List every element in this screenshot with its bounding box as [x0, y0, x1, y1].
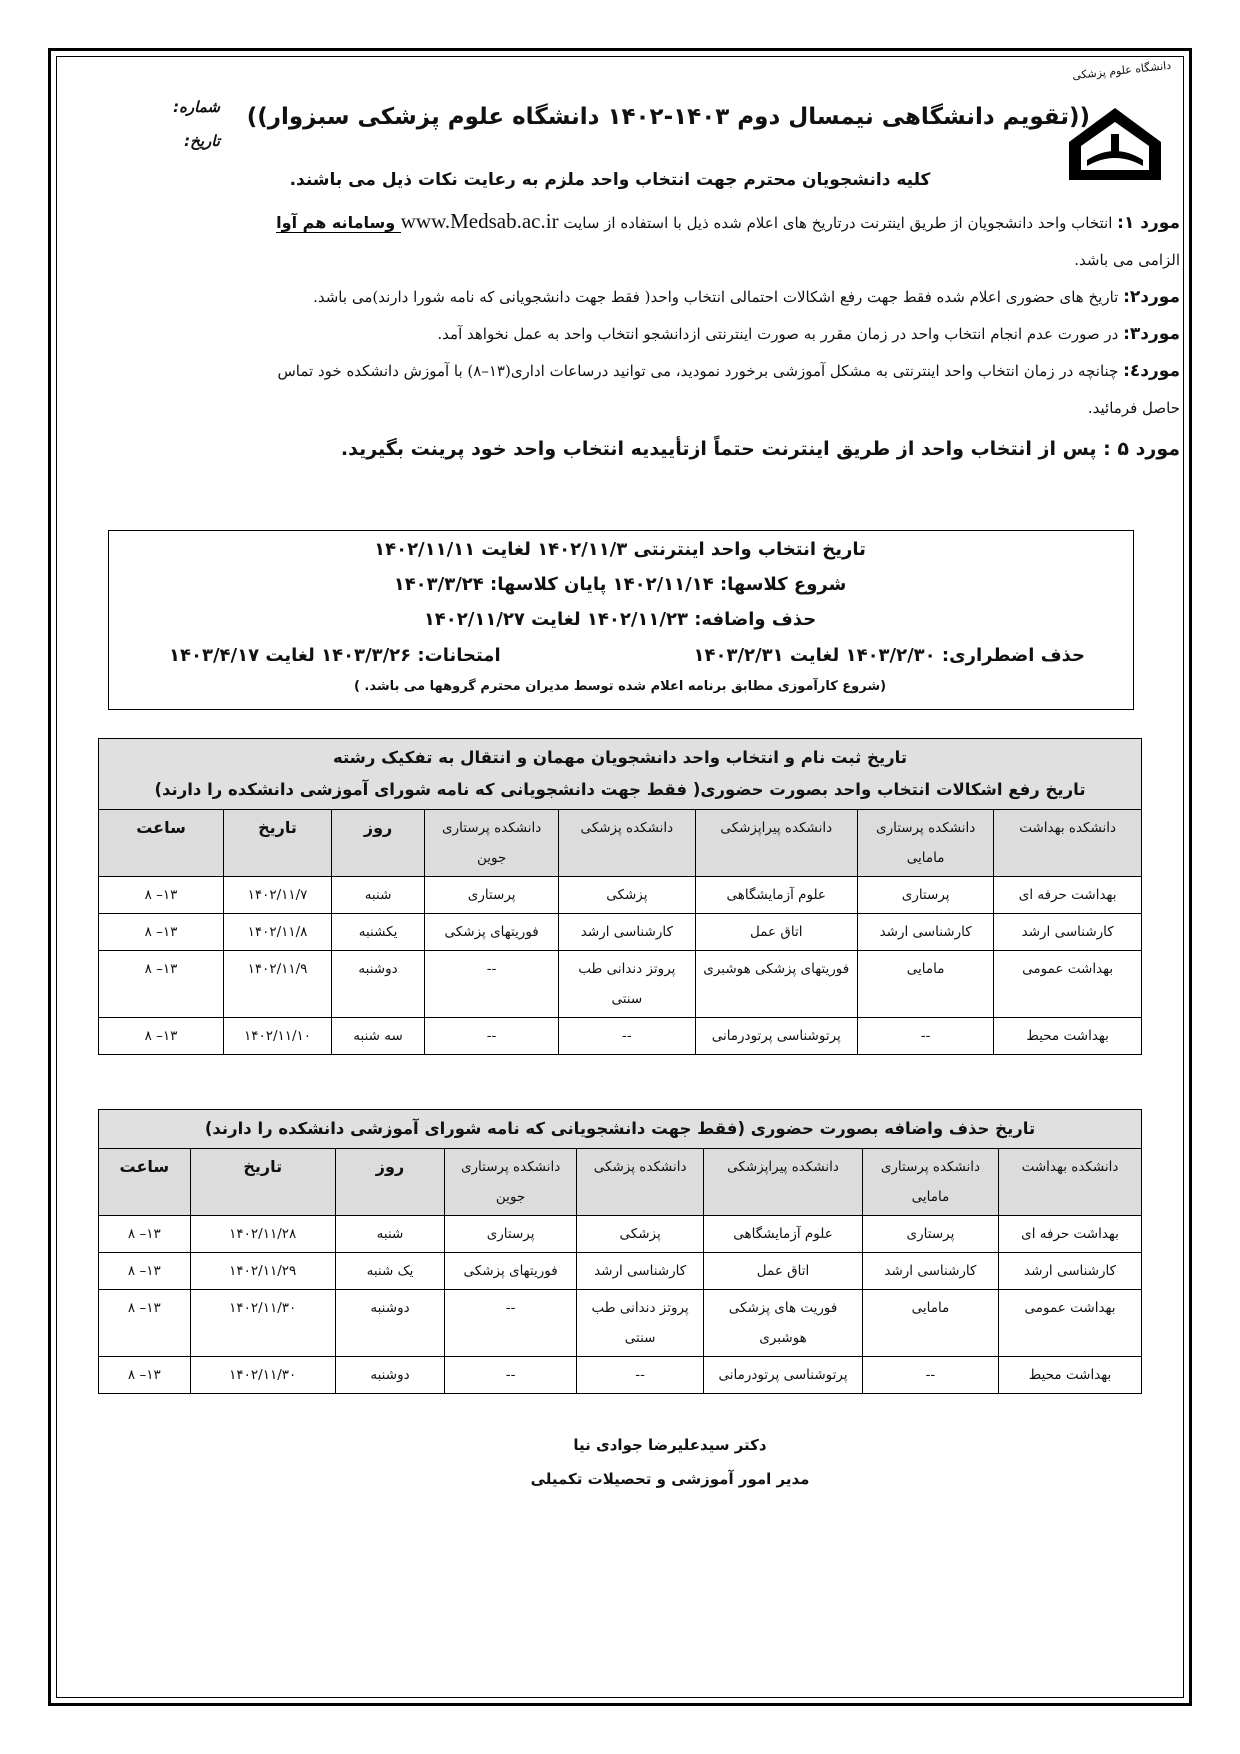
note-3 — [120, 316, 1180, 353]
table-cell: -- — [857, 1018, 993, 1055]
table-cell: دوشنبه — [335, 1290, 444, 1357]
table1-caption — [99, 739, 1142, 810]
table-cell: -- — [445, 1357, 577, 1394]
table-cell: یک شنبه — [335, 1253, 444, 1290]
column-header: دانشکده پرستاری جوین — [425, 810, 559, 877]
notes-section — [120, 203, 1180, 468]
table-row — [99, 951, 1142, 1018]
table-cell: ۱۳– ۸ — [99, 1290, 191, 1357]
add-drop-table — [98, 1109, 1142, 1394]
page-subtitle: کلیه دانشجویان محترم جهت انتخاب واحد ملزم به رعایت نکات ذیل می باشند. — [289, 170, 931, 190]
table-cell: علوم آزمایشگاهی — [704, 1216, 863, 1253]
exam-dates: امتحانات: ۱۴۰۳/۳/۲۶ لغایت ۱۴۰۳/۴/۱۷ — [169, 645, 501, 666]
table-row — [99, 1018, 1142, 1055]
note-4 — [120, 353, 1180, 390]
table-cell: فوریتهای پزشکی — [445, 1253, 577, 1290]
table-cell: -- — [576, 1357, 703, 1394]
signature-block — [360, 1428, 980, 1496]
table-cell: کارشناسی ارشد — [862, 1253, 998, 1290]
table-row — [99, 1253, 1142, 1290]
column-header: ساعت — [99, 810, 224, 877]
table-cell: پرستاری — [425, 877, 559, 914]
note-1 — [120, 203, 1180, 242]
table-cell: فوریتهای پزشکی هوشبری — [695, 951, 857, 1018]
table-cell: ۱۳– ۸ — [99, 877, 224, 914]
class-dates: شروع کلاسها: ۱۴۰۲/۱۱/۱۴ پایان کلاسها: ۱۴۰۳/۳/۲۴ — [393, 574, 847, 595]
table-cell: فوریتهای پزشکی — [425, 914, 559, 951]
table-cell: مامایی — [862, 1290, 998, 1357]
table-cell: ۱۴۰۲/۱۱/۷ — [224, 877, 332, 914]
table-cell: پروتز دندانی طب سنتی — [576, 1290, 703, 1357]
table-cell: پرستاری — [862, 1216, 998, 1253]
add-drop-dates: حذف واضافه: ۱۴۰۲/۱۱/۲۳ لغایت ۱۴۰۲/۱۱/۲۷ — [423, 609, 817, 630]
table-cell: اتاق عمل — [695, 914, 857, 951]
table-cell: ۱۴۰۲/۱۱/۹ — [224, 951, 332, 1018]
note-2-text: تاریخ های حضوری اعلام شده فقط جهت رفع اشکالات احتمالی انتخاب واحد( فقط جهت دانشجویانی که نامه شورا دارند)می باشد. — [313, 288, 1124, 306]
note-3-label: مورد۳: — [1123, 324, 1180, 344]
university-logo-icon — [1065, 80, 1165, 190]
table-cell: بهداشت محیط — [994, 1018, 1142, 1055]
column-header: دانشکده پرستاری مامایی — [857, 810, 993, 877]
table-cell: کارشناسی ارشد — [857, 914, 993, 951]
table2-caption: تاریخ حذف واضافه بصورت حضوری (فقط جهت دانشجویانی که نامه شورای آموزشی دانشکده را دارند) — [99, 1110, 1142, 1149]
table-cell: پروتز دندانی طب سنتی — [559, 951, 695, 1018]
column-header: دانشکده بهداشت — [994, 810, 1142, 877]
note-2-label: مورد۲: — [1123, 287, 1180, 307]
number-date-labels — [160, 90, 220, 158]
table-cell: علوم آزمایشگاهی — [695, 877, 857, 914]
table1-header-row — [99, 810, 1142, 877]
table-cell: پزشکی — [576, 1216, 703, 1253]
column-header: ساعت — [99, 1149, 191, 1216]
table-row — [99, 1357, 1142, 1394]
table-cell: ۱۴۰۲/۱۱/۳۰ — [190, 1290, 335, 1357]
column-header: تاریخ — [190, 1149, 335, 1216]
table-cell: کارشناسی ارشد — [576, 1253, 703, 1290]
table-cell: سه شنبه — [331, 1018, 424, 1055]
table-cell: ۱۴۰۲/۱۱/۲۸ — [190, 1216, 335, 1253]
table-cell: فوریت های پزشکی هوشبری — [704, 1290, 863, 1357]
table-cell: ۱۳– ۸ — [99, 1253, 191, 1290]
table-cell: ۱۳– ۸ — [99, 1216, 191, 1253]
table-cell: بهداشت حرفه ای — [994, 877, 1142, 914]
number-label: شماره: — [173, 98, 220, 116]
table-row — [99, 914, 1142, 951]
online-registration-dates: تاریخ انتخاب واحد اینترنتی ۱۴۰۲/۱۱/۳ لغایت ۱۴۰۲/۱۱/۱۱ — [374, 539, 866, 560]
note-1-text: انتخاب واحد دانشجویان از طریق اینترنت درتاریخ های اعلام شده ذیل با استفاده از سایت — [558, 214, 1118, 232]
table-cell: ۱۴۰۲/۱۱/۱۰ — [224, 1018, 332, 1055]
table-cell: پرستاری — [445, 1216, 577, 1253]
table-cell: -- — [559, 1018, 695, 1055]
table2-header-row — [99, 1149, 1142, 1216]
table1-title-1: تاریخ ثبت نام و انتخاب واحد دانشجویان مهمان و انتقال به تفکیک رشته — [332, 748, 908, 767]
table-cell: ۱۳– ۸ — [99, 914, 224, 951]
table-cell: ۱۴۰۲/۱۱/۸ — [224, 914, 332, 951]
note-2 — [120, 279, 1180, 316]
website-link[interactable]: www.Medsab.ac.ir — [400, 209, 559, 233]
signatory-position: مدیر امور آموزشی و تحصیلات تکمیلی — [530, 1470, 810, 1488]
table-cell: یکشنبه — [331, 914, 424, 951]
table-cell: بهداشت عمومی — [999, 1290, 1142, 1357]
hamava-system: وسامانه هم آوا — [276, 213, 401, 232]
note-1-continued: الزامی می باشد. — [1074, 251, 1180, 269]
column-header: تاریخ — [224, 810, 332, 877]
table-cell: پرتوشناسی پرتودرمانی — [704, 1357, 863, 1394]
column-header: روز — [331, 810, 424, 877]
logo-caption: دانشگاه علوم پزشکی — [1071, 58, 1172, 83]
table-cell: ۱۳– ۸ — [99, 951, 224, 1018]
document — [60, 60, 1180, 1694]
dates-box — [108, 530, 1134, 710]
date-label: تاریخ: — [184, 132, 220, 150]
note-3-text: در صورت عدم انجام انتخاب واحد در زمان مقرر به صورت اینترنتی ازدانشجو انتخاب واحد به عمل نخواهد آمد. — [437, 325, 1124, 343]
table-cell: -- — [425, 1018, 559, 1055]
column-header: روز — [335, 1149, 444, 1216]
table-cell: ۱۴۰۲/۱۱/۳۰ — [190, 1357, 335, 1394]
table-cell: ۱۳– ۸ — [99, 1018, 224, 1055]
column-header: دانشکده پزشکی — [576, 1149, 703, 1216]
table-cell: -- — [862, 1357, 998, 1394]
table-cell: کارشناسی ارشد — [559, 914, 695, 951]
column-header: دانشکده پیراپزشکی — [695, 810, 857, 877]
note-1-label: مورد ۱: — [1117, 213, 1180, 233]
table-row — [99, 1290, 1142, 1357]
table-cell: پزشکی — [559, 877, 695, 914]
table-cell: شنبه — [331, 877, 424, 914]
column-header: دانشکده پیراپزشکی — [704, 1149, 863, 1216]
note-4-continued: حاصل فرمائید. — [1087, 399, 1180, 417]
table-cell: دوشنبه — [335, 1357, 444, 1394]
note-4-label: مورد٤: — [1123, 361, 1180, 381]
table-cell: شنبه — [335, 1216, 444, 1253]
table-cell: اتاق عمل — [704, 1253, 863, 1290]
note-4-text: چنانچه در زمان انتخاب واحد اینترنتی به مشکل آموزشی برخورد نمودید، می توانید درساعات اداری(۱۳–۸) با آموزش دانشکده خود تماس — [277, 362, 1124, 380]
table-cell: پرتوشناسی پرتودرمانی — [695, 1018, 857, 1055]
table-cell: ۱۳– ۸ — [99, 1357, 191, 1394]
column-header: دانشکده پرستاری جوین — [445, 1149, 577, 1216]
signatory-name: دکتر سیدعلیرضا جوادی نیا — [573, 1436, 767, 1454]
note-5: مورد ۵ : پس از انتخاب واحد از طریق اینترنت حتماً ازتأییدیه انتخاب واحد خود پرینت بگیرید. — [340, 438, 1180, 460]
table-cell: ۱۴۰۲/۱۱/۲۹ — [190, 1253, 335, 1290]
table-cell: کارشناسی ارشد — [994, 914, 1142, 951]
table-cell: بهداشت محیط — [999, 1357, 1142, 1394]
guest-transfer-table — [98, 738, 1142, 1055]
table-cell: -- — [445, 1290, 577, 1357]
emergency-drop-dates: حذف اضطراری: ۱۴۰۳/۲/۳۰ لغایت ۱۴۰۳/۲/۳۱ — [693, 645, 1085, 666]
table-cell: دوشنبه — [331, 951, 424, 1018]
column-header: دانشکده پزشکی — [559, 810, 695, 877]
table-row — [99, 877, 1142, 914]
column-header: دانشکده پرستاری مامایی — [862, 1149, 998, 1216]
page-title: ((تقویم دانشگاهی نیمسال دوم ۱۴۰۳-۱۴۰۲ دانشگاه علوم پزشکی سبزوار)) — [246, 104, 1090, 130]
table-cell: کارشناسی ارشد — [999, 1253, 1142, 1290]
internship-note: (شروع کارآموزی مطابق برنامه اعلام شده توسط مدیران محترم گروهها می باشد. ) — [353, 679, 887, 694]
table-cell: پرستاری — [857, 877, 993, 914]
table-cell: بهداشت عمومی — [994, 951, 1142, 1018]
table-cell: -- — [425, 951, 559, 1018]
table-row — [99, 1216, 1142, 1253]
table1-title-2: تاریخ رفع اشکالات انتخاب واحد بصورت حضوری( فقط جهت دانشجویانی که نامه شورای آموزشی دانشکده را دارند) — [154, 780, 1086, 799]
table-cell: بهداشت حرفه ای — [999, 1216, 1142, 1253]
table-cell: مامایی — [857, 951, 993, 1018]
column-header: دانشکده بهداشت — [999, 1149, 1142, 1216]
